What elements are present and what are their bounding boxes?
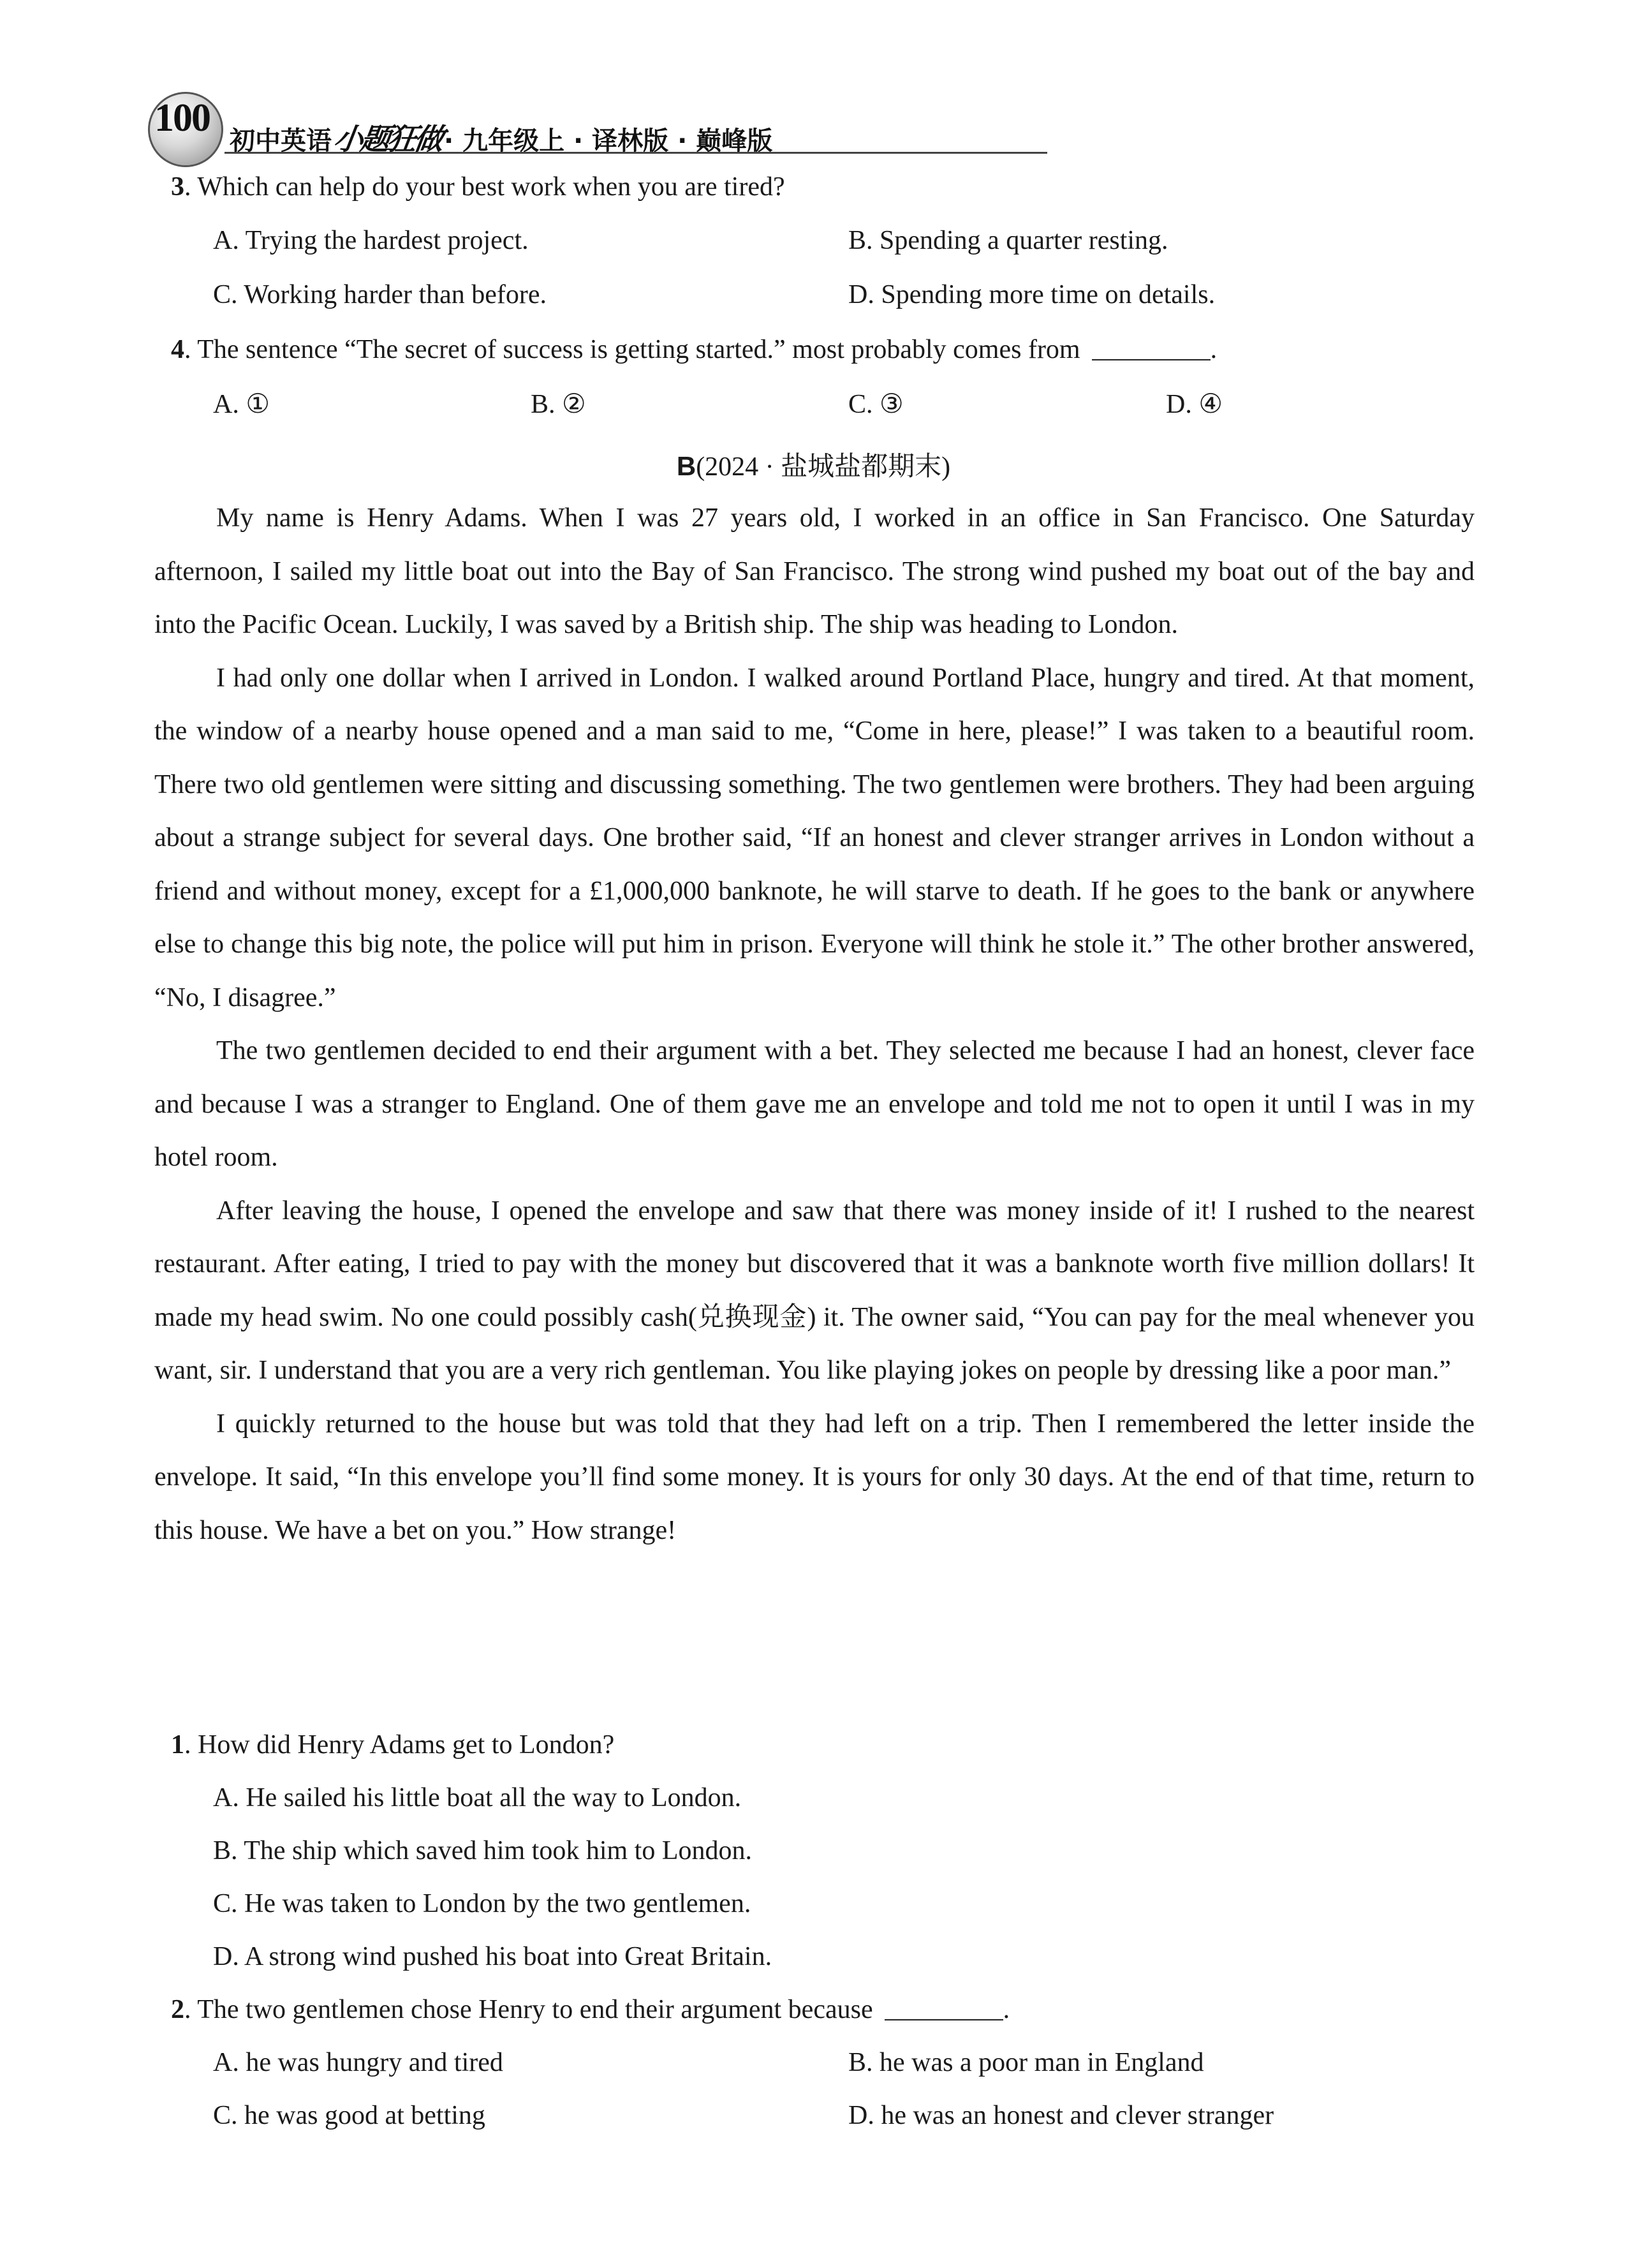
question-b1: 1. How did Henry Adams get to London? <box>171 1730 615 1760</box>
page-header <box>148 89 901 159</box>
q4-option-c: C. ③ <box>848 390 904 419</box>
question-3: 3. Which can help do your best work when you are tired? <box>171 172 785 202</box>
q4-option-d: D. ④ <box>1166 390 1223 419</box>
title-right: · 九年级上 · 译林版 · 巅峰版 <box>444 126 773 156</box>
paragraph: My name is Henry Adams. When I was 27 years old, I worked in an office in San Francisco. One Saturday afternoon, I sailed my little boat out into the Bay of San Francisco. The strong wind pushed my boat out of the bay and into the Pacific Ocean. Luckily, I was saved by a British ship. The ship was heading to London. <box>154 503 1475 639</box>
passage <box>154 492 1475 1557</box>
title-left: 初中英语 <box>230 126 332 156</box>
paragraph: After leaving the house, I opened the envelope and saw that there was money inside of it! I rushed to the nearest restaurant. After eating, I tried to pay with the money but discovered that it was a banknote worth five million dollars! It made my head swim. No one could possibly cash(兑换现金) it. The owner said, “You can pay for the meal whenever you want, sir. I understand that you are a very rich gentleman. You like playing jokes on people by dressing like a poor man.” <box>154 1196 1475 1385</box>
b1-option-b: B. The ship which saved him took him to London. <box>213 1836 753 1865</box>
q4-option-a: A. ① <box>213 390 270 419</box>
question-b2: 2. The two gentlemen chose Henry to end their argument because . <box>171 1995 1010 2024</box>
section-b-heading: B(2024 · 盐城盐都期末) <box>676 451 951 482</box>
b2-option-c: C. he was good at betting <box>213 2101 485 2130</box>
b2-option-a: A. he was hungry and tired <box>213 2048 503 2077</box>
answer-blank[interactable] <box>885 2019 1003 2020</box>
q3-option-a: A. Trying the hardest project. <box>213 226 529 255</box>
answer-blank[interactable] <box>1092 359 1211 360</box>
q4-option-b: B. ② <box>531 390 586 419</box>
header-rule <box>225 152 1047 154</box>
q3-option-b: B. Spending a quarter resting. <box>848 226 1168 255</box>
q3-option-d: D. Spending more time on details. <box>848 280 1216 309</box>
b2-option-b: B. he was a poor man in England <box>848 2048 1204 2077</box>
b1-option-d: D. A strong wind pushed his boat into Great Britain. <box>213 1942 772 1971</box>
b1-option-a: A. He sailed his little boat all the way to London. <box>213 1783 742 1812</box>
series-logo: 小题狂做 <box>331 122 444 156</box>
b1-option-c: C. He was taken to London by the two gentlemen. <box>213 1889 751 1918</box>
q3-option-c: C. Working harder than before. <box>213 280 547 309</box>
paragraph: I had only one dollar when I arrived in London. I walked around Portland Place, hungry and tired. At that moment, the window of a nearby house opened and a man said to me, “Come in here, please!” I was taken to a beautiful room. There two old gentlemen were sitting and discussing something. The two gentlemen were brothers. They had been arguing about a strange subject for several days. One brother said, “If an honest and clever stranger arrives in London without a friend and without money, except for a £1,000,000 banknote, he will starve to death. If he goes to the bank or anywhere else to change this big note, the police will put him in prison. Everyone will think he stole it.” The other brother answered, “No, I disagree.” <box>154 663 1475 1012</box>
question-4: 4. The sentence “The secret of success is getting started.” most probably comes from . <box>171 335 1218 364</box>
paragraph: I quickly returned to the house but was told that they had left on a trip. Then I remembered the letter inside the envelope. It said, “In this envelope you’ll find some money. It is yours for only 30 days. At the end of that time, return to this house. We have a bet on you.” How strange! <box>154 1409 1475 1545</box>
paragraph: The two gentlemen decided to end their argument with a bet. They selected me because I had an honest, clever face and because I was a stranger to England. One of them gave me an envelope and told me not to open it until I was in my hotel room. <box>154 1036 1475 1172</box>
page-number: 100 <box>154 96 210 140</box>
b2-option-d: D. he was an honest and clever stranger <box>848 2101 1274 2130</box>
